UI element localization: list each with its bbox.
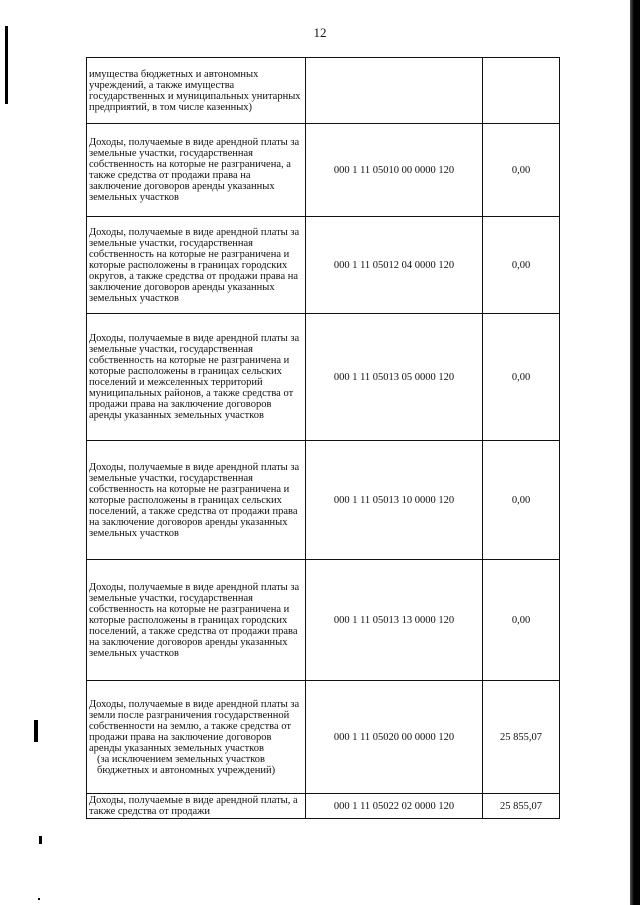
revenue-description: Доходы, получаемые в виде арендной платы за земли после разграничения государственной собственности на землю, а также средства от продажи права на заключение договоров аренды указанных земельных участков [89, 698, 300, 754]
table-row [87, 681, 560, 794]
scan-speck [38, 898, 40, 900]
table-row [87, 124, 560, 217]
budget-classification-code: 000 1 11 05013 13 0000 120 [306, 560, 483, 681]
amount: 0,00 [483, 217, 560, 314]
revenue-description: Доходы, получаемые в виде арендной платы за земельные участки, государственная собственность на которые не разграничена, а также средства от продажи права на заключение договоров аренды указанных земельных участков [87, 124, 306, 217]
amount: 0,00 [483, 441, 560, 560]
budget-classification-code: 000 1 11 05022 02 0000 120 [306, 794, 483, 819]
table-row [87, 314, 560, 441]
revenue-table [86, 57, 560, 819]
amount [483, 58, 560, 124]
page-number: 12 [313, 25, 327, 40]
budget-classification-code: 000 1 11 05013 10 0000 120 [306, 441, 483, 560]
revenue-description: Доходы, получаемые в виде арендной платы, а также средства от продажи [87, 794, 306, 819]
revenue-description: Доходы, получаемые в виде арендной платы за земельные участки, государственная собственность на которые не разграничена и которые расположены в границах сельских поселений и межселенных территорий муниципальных районов, а также средства от продажи права на заключение договоров аренды указанных земельных участков [87, 314, 306, 441]
table-row [87, 217, 560, 314]
budget-classification-code: 000 1 11 05012 04 0000 120 [306, 217, 483, 314]
table-row [87, 560, 560, 681]
scan-edge-shadow [630, 0, 640, 905]
revenue-description: Доходы, получаемые в виде арендной платы за земельные участки, государственная собственность на которые не разграничена и которые расположены в границах городских поселений, а также средства от продажи права на заключение договоров аренды указанных земельных участков [87, 560, 306, 681]
budget-classification-code [306, 58, 483, 124]
revenue-description: имущества бюджетных и автономных учреждений, а также имущества государственных и муниципальных унитарных предприятий, в том числе казенных) [87, 58, 306, 124]
amount: 0,00 [483, 560, 560, 681]
revenue-description-cell [87, 681, 306, 794]
revenue-description: Доходы, получаемые в виде арендной платы за земельные участки, государственная собственность на которые не разграничена и которые расположены в границах сельских поселений, а также средства от продажи права на заключение договоров аренды указанных земельных участков [87, 441, 306, 560]
budget-classification-code: 000 1 11 05020 00 0000 120 [306, 681, 483, 794]
budget-classification-code: 000 1 11 05010 00 0000 120 [306, 124, 483, 217]
amount: 0,00 [483, 314, 560, 441]
table-row [87, 58, 560, 124]
budget-classification-code: 000 1 11 05013 05 0000 120 [306, 314, 483, 441]
amount: 25 855,07 [483, 681, 560, 794]
amount: 25 855,07 [483, 794, 560, 819]
revenue-description-note: (за исключением земельных участков бюджетных и автономных учреждений) [97, 753, 276, 776]
scan-speck [34, 720, 38, 742]
table-row [87, 441, 560, 560]
scan-speck [39, 836, 42, 844]
revenue-description: Доходы, получаемые в виде арендной платы за земельные участки, государственная собственность на которые не разграничена и которые расположены в границах городских округов, а также средства от продажи права на заключение договоров аренды указанных земельных участков [87, 217, 306, 314]
amount: 0,00 [483, 124, 560, 217]
table-row [87, 794, 560, 819]
